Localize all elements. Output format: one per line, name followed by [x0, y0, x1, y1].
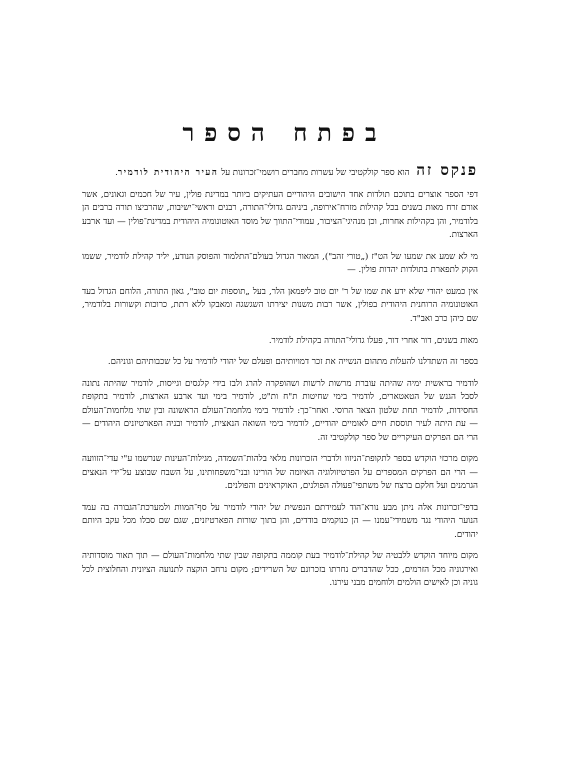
intro-paragraph [82, 163, 478, 180]
intro-text-end: . [115, 168, 118, 178]
intro-bold-words: פנקס זה [416, 161, 478, 179]
paragraph: דפי הספר אוצרים בתוכם תולדות אחד הישובים היהודיים העתיקים ביותר במדינת פולין, עיר של חכמים וגאונים, אשר אורם זרח מאות בשנים בכל קהילות מזרח־אירופה, ביניהם גדולי־התורה, רבנים וראשי־ישיבות, שהרביצו תורה ברבים הן בלודמיר, והן בקהילות אחרות, וכן מנהיגי־הציבור, עמודי־התווך של מוסד האוטונומיה היהודית במדינת־פולין — ועד ארבע הארצות. [82, 190, 478, 241]
paragraph: מאות בשנים, דור אחרי דור, פעלו גדולי־התורה בקהילת לודמיר. [268, 335, 478, 346]
paragraph: מקום מרכזי הוקדש בספר לתקופת־הניזוו ולדברי הזכרונות מלאי בלהות־השמדה, מגילות־העינות שנרשמו ע"י עדי־הזוועה — הרי הם הפרקים המספרים על הפרטיזולוגיה האיומה של הורינו ובני־משפחותינו, על השבח שבוצע על־ידי הנאצים הגרמנים ועל חלקם ברצח של משתפי־פעולה הפולנים, האוקראינים והפולנים. [82, 454, 478, 492]
paragraph: מקום מיוחד הוקדש ללבטיה של קהילת־לודמיר בעת קוממה בתקופה שבין שתי מלחמות־העולם — תוך תאור מוסדותיה ואירגוניה מכל הזרמים, ככל שהדברים נחרתו בזכרונם של השרידים; מקום נרחב הוקצה לתנועה הציונית והחלוצית לכל גוניה וכן לאישים הולמים ולוחמים מבני עירנו. [82, 551, 478, 589]
paragraph: בספר זה השתדלנו להעלות מתהום הנשייה את זכר דמויותיהם ופעלם של יהודי לודמיר על כל שכבותיהם וגוניהם. [107, 357, 478, 368]
paragraph: בדפי־זכרונות אלה ניתן מבע נורא־הוד לעמידתם הנפשית של יהודי לודמיר על סף־המוות ולמערכת־הגבורה בה עמד הנוער היהודי נגד משמידי־עמנו — הן כנוקמים בודדים, והן בתוך שורות הפארטיזנים, שגם שם סבלו מכל עקב היותם יהודים. [82, 502, 478, 540]
paragraph: לודמיר בראשית ימיה שהיתה עוברת מרשות לרשות ושהופקרה להרג ולבז בידי קלגסים וגייסות, לודמיר שהיתה נתונה לסבל הגנש של הטאטארים, לודמיר בימי שחיטות ת"ח ות"ט, לודמיר בימי ועד ארבע הארצות, לודמיר בתקופת החסידות, לודמיר תחת שלטון הצאר הרוסי. ואחר־כך: לודמיר בימי מלחמת־העולם הראשונה ובין שתי מלחמות־העולם — עת היתה לעיר תוססת חיים לאומיים יהודיים, לודמיר בימי השואה הנאצית, לודמיר ובניה הפארטיזנים היהודים — הרי הם הפרקים העיקריים של ספר קולקטיבי זה. [82, 378, 478, 443]
intro-text: הוא ספר קולקטיבי של עשרות מחברים רושמי־זכרונות על [221, 168, 410, 178]
document-body [82, 163, 478, 599]
page-title: בפתח הספר [182, 118, 387, 147]
paragraph: אין כמעט יהודי שלא ידע את שמו של ר' יום טוב ליפמאן הלר, בעל „תוספות יום טוב", גאון התורה, הלוחם הגדול בעד האוטונומיה הרוחנית היהודית בפולין, אשר רבות משנות יצירתו השגשגה ומאבקו ללא רתת, כרוכות וקשורות בלודמיר, שם כיהן כרב ואב"ד. [82, 287, 478, 324]
intro-city-phrase: העיר היהודית לודמיר [117, 168, 219, 178]
paragraph: מי לא שמע את שמעו של הט"ז („טורי זהב"), המאור הגדול בעולם־התלמוד והפוסק הנודע, יליד קהילת לודמיר, ששמו הקוק לתפארת בתולדות יהדות פולין. — [82, 251, 478, 276]
